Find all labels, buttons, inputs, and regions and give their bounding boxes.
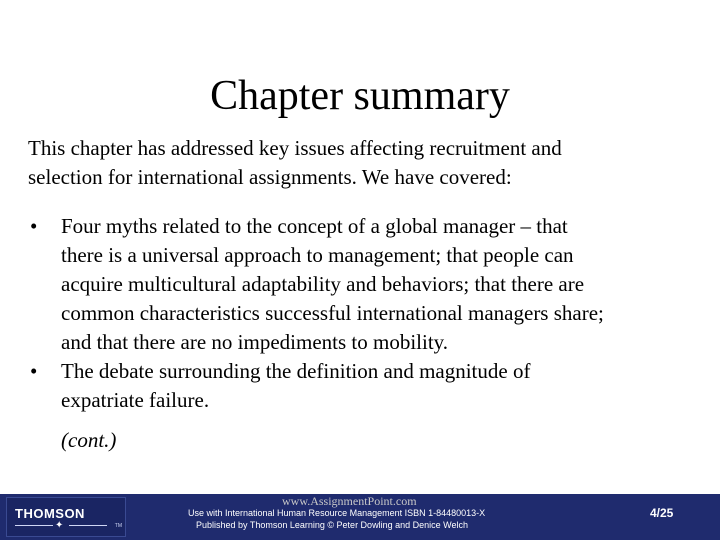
bullet-dot-icon: • [30,214,38,238]
bullet-dot-icon: • [30,359,38,383]
bullet-line: and that there are no impediments to mobility. [61,330,449,354]
logo-rule-left [15,525,53,526]
continuation-note: (cont.) [61,428,117,452]
bullet-line: The debate surrounding the definition and magnitude of [61,359,531,383]
trademark-mark: TM [114,523,122,529]
thomson-logo [6,497,126,537]
logo-text: THOMSON [15,506,85,521]
page-number: 4/25 [650,506,674,520]
intro-line: selection for international assignments. We have covered: [28,165,512,189]
bullet-line: Four myths related to the concept of a global manager – that [61,214,568,238]
footer-citation-line: Use with International Human Resource Management ISBN 1-84480013-X [188,508,486,518]
bullet-item [28,212,688,357]
bullet-line: there is a universal approach to management; that people can [61,243,574,267]
star-icon: ✦ [55,520,64,531]
intro-paragraph [28,134,688,192]
bullet-line: common characteristics successful international managers share; [61,301,604,325]
bullet-line: acquire multicultural adaptability and behaviors; that there are [61,272,585,296]
slide-title: Chapter summary [210,73,510,119]
watermark: www.AssignmentPoint.com [282,494,417,508]
intro-line: This chapter has addressed key issues affecting recruitment and [28,136,562,160]
bullet-line: expatriate failure. [61,388,210,412]
logo-rule-right [69,525,107,526]
bullet-list [28,212,688,415]
bullet-item [28,357,688,415]
footer-publisher-line: Published by Thomson Learning © Peter Dowling and Denice Welch [196,520,468,530]
